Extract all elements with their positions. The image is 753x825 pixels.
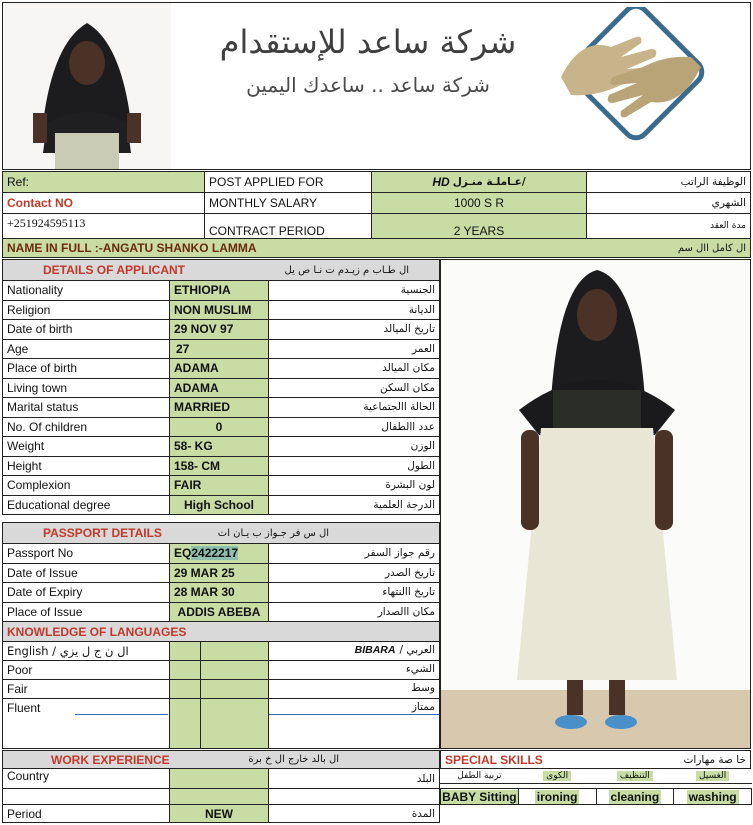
- detail-ar-label: الجنسية: [400, 284, 435, 297]
- detail-ar-label: العمر: [411, 342, 435, 355]
- passport-ar-label: تاريخ االنتهاء: [382, 586, 435, 599]
- detail-label: Complexion: [7, 478, 71, 493]
- detail-label-cell: [2, 319, 170, 340]
- language-label-cell: [2, 679, 170, 699]
- period-label-cell: [2, 804, 170, 823]
- ref-cell: [2, 171, 205, 193]
- company-name: شركة ساعد للإستقدام: [219, 23, 517, 61]
- phone-cell: [2, 213, 205, 239]
- detail-value: 29 NOV 97: [174, 322, 234, 337]
- passport-ar-cell: [268, 563, 440, 584]
- country-value-cell: [169, 768, 269, 789]
- detail-value-cell: [169, 300, 269, 321]
- detail-value-cell: [169, 378, 269, 399]
- language-level-cell-2: [200, 698, 269, 749]
- post-ar-cell: [586, 171, 751, 193]
- detail-label-cell: [2, 475, 170, 496]
- detail-value: ETHIOPIA: [174, 283, 231, 298]
- passport-value: ADDIS ABEBA: [177, 604, 261, 619]
- contract-value: 2 YEARS: [453, 224, 505, 238]
- detail-label-cell: [2, 339, 170, 360]
- detail-value-cell: [169, 280, 269, 301]
- passport-value: 29 MAR 25: [174, 565, 235, 580]
- country-ar-cell: [268, 768, 440, 789]
- detail-label-cell: [2, 456, 170, 477]
- detail-label-cell: [2, 300, 170, 321]
- detail-value-cell: [169, 339, 269, 360]
- header: [2, 2, 751, 170]
- post-ar-label: الوظيفة الراتب: [680, 176, 746, 188]
- skills-title-ar: خا صة مهارات: [683, 753, 746, 766]
- language-ar-cell: [268, 698, 440, 749]
- passport-value-cell: [169, 543, 269, 564]
- detail-ar-label: مكان السكن: [380, 381, 435, 394]
- language-ar-cell: [268, 660, 440, 680]
- detail-ar-cell: [268, 436, 440, 457]
- detail-value: NON MUSLIM: [174, 302, 252, 317]
- passport-section-header: [2, 522, 440, 544]
- post-label-cell: [204, 171, 372, 193]
- detail-ar-cell: [268, 319, 440, 340]
- detail-value-cell: [169, 456, 269, 477]
- language-ar-label: العربي /: [399, 644, 435, 656]
- period-spacer-green: [169, 788, 269, 805]
- skill-ar-header: [440, 768, 519, 784]
- detail-label-cell: [2, 358, 170, 379]
- passport-ar-cell: [268, 543, 440, 564]
- passport-label-cell: [2, 602, 170, 623]
- fluent-underline-right: [269, 714, 439, 715]
- detail-value-cell: [169, 397, 269, 418]
- detail-ar-label: الدرجة العلمية: [373, 498, 435, 511]
- country-label-cell: [2, 768, 170, 789]
- passport-label-cell: [2, 543, 170, 564]
- skill-ar-header: [673, 768, 752, 784]
- language-level-cell-1: [169, 679, 201, 699]
- applicant-title-ar: ال طـاب م زيـدم ت نـا ص يل: [284, 264, 409, 276]
- detail-ar-cell: [268, 495, 440, 516]
- detail-value-cell: [169, 495, 269, 516]
- passport-ar-label: مكان االصدار: [377, 605, 435, 618]
- salary-ar-label: الشهري: [711, 197, 746, 209]
- language-level-cell-2: [200, 660, 269, 680]
- country-ar: البلد: [416, 772, 435, 785]
- passport-number: 2422217: [191, 546, 239, 561]
- post-code: HD: [432, 175, 450, 189]
- detail-value-cell: [169, 319, 269, 340]
- skill-ar-label: تربية الطفل: [457, 770, 502, 781]
- passport-title: PASSPORT DETAILS: [43, 526, 162, 540]
- period-value: NEW: [205, 806, 233, 821]
- applicant-headshot: [3, 3, 171, 169]
- language-label: English / ال ن ج ل يزي: [7, 644, 129, 658]
- detail-ar-label: الحالة االجتماعية: [363, 401, 435, 414]
- detail-ar-cell: [268, 280, 440, 301]
- salary-ar-cell: [586, 192, 751, 214]
- fluent-underline-left: [75, 714, 168, 715]
- passport-ar-label: تاريخ الصدر: [384, 566, 435, 579]
- experience-section-header: [2, 750, 440, 769]
- skill-item-label: BABY Sitting: [442, 789, 517, 804]
- language-label: Poor: [7, 663, 33, 677]
- detail-ar-cell: [268, 456, 440, 477]
- passport-label-cell: [2, 582, 170, 603]
- post-label: POST APPLIED FOR: [209, 175, 324, 189]
- name-row: [2, 238, 751, 258]
- language-ar-cell: [268, 641, 440, 661]
- passport-label: Date of Issue: [7, 565, 78, 580]
- skill-ar-header: [596, 768, 675, 784]
- detail-value: FAIR: [174, 478, 202, 493]
- salary-label-cell: [204, 192, 372, 214]
- language-label: Fluent: [7, 701, 41, 715]
- skill-ar-header: [518, 768, 597, 784]
- skill-ar-label: الغسيل: [696, 771, 729, 781]
- detail-label: Age: [7, 341, 29, 356]
- language-label-cell: [2, 660, 170, 680]
- passport-ar-cell: [268, 582, 440, 603]
- skill-ar-label: التنظيف: [617, 771, 653, 781]
- language-level-cell-2: [200, 679, 269, 699]
- detail-label-cell: [2, 436, 170, 457]
- language-ar-cell: [268, 679, 440, 699]
- detail-label: Educational degree: [7, 497, 111, 512]
- post-value-ar: عـاملـة منـزل/: [452, 176, 526, 188]
- detail-value: MARRIED: [174, 400, 230, 415]
- experience-title: WORK EXPERIENCE: [51, 752, 170, 767]
- language-level-cell-1: [169, 698, 201, 749]
- skill-item-label: cleaning: [610, 789, 660, 804]
- detail-label: Weight: [7, 439, 45, 454]
- detail-value: ADAMA: [174, 380, 219, 395]
- detail-value: 0: [215, 419, 223, 434]
- detail-label: No. Of children: [7, 419, 88, 434]
- detail-label: Height: [7, 458, 42, 473]
- detail-value-cell: [169, 475, 269, 496]
- language-ar-label: الشيء: [405, 663, 435, 675]
- languages-section-header: [2, 621, 440, 642]
- detail-ar-cell: [268, 300, 440, 321]
- skills-title: SPECIAL SKILLS: [445, 752, 543, 767]
- skill-item: [596, 788, 675, 805]
- period-spacer-ar: [268, 788, 440, 805]
- contract-value-cell: [371, 213, 587, 239]
- country-label: Country: [7, 769, 50, 783]
- language-ar-label: وسط: [411, 682, 435, 694]
- language-label-cell: [2, 641, 170, 661]
- post-value-cell: [371, 171, 587, 193]
- skill-item: [673, 788, 752, 805]
- detail-ar-label: لون البشرة: [385, 479, 435, 492]
- skill-item-label: ironing: [536, 789, 578, 804]
- passport-number-prefix: EQ: [174, 546, 192, 561]
- full-name-ar: ال كامل اال سم: [677, 242, 746, 254]
- passport-ar-label: رقم جواز السفر: [364, 547, 435, 560]
- passport-label: Place of Issue: [7, 604, 83, 619]
- salary-value-cell: [371, 192, 587, 214]
- detail-value: 58- KG: [174, 439, 213, 454]
- detail-ar-label: تاريخ الميالد: [383, 323, 435, 336]
- skill-item: [440, 788, 519, 805]
- passport-title-ar: ال س فر جـواز ب يـان ات: [217, 527, 329, 539]
- detail-label: Marital status: [7, 400, 79, 415]
- detail-label: Date of birth: [7, 322, 73, 337]
- detail-ar-cell: [268, 358, 440, 379]
- full-name: NAME IN FULL :-ANGATU SHANKO LAMMA: [7, 241, 257, 255]
- phone-number: +251924595113: [7, 216, 86, 230]
- passport-value: 28 MAR 30: [174, 585, 235, 600]
- language-label-cell: [2, 698, 170, 749]
- detail-label-cell: [2, 495, 170, 516]
- skill-ar-label: الكوى: [543, 771, 571, 781]
- contract-label-cell: [204, 213, 372, 239]
- period-value-cell: [169, 804, 269, 823]
- detail-ar-cell: [268, 378, 440, 399]
- contract-ar-cell: [586, 213, 751, 239]
- applicant-full-body-photo: [440, 259, 751, 749]
- applicant-section-header: [2, 259, 440, 281]
- detail-ar-cell: [268, 397, 440, 418]
- contract-ar-label: مدة العقد: [710, 221, 746, 231]
- detail-ar-cell: [268, 475, 440, 496]
- detail-ar-label: الطول: [407, 459, 435, 472]
- detail-value: 27: [176, 341, 190, 356]
- passport-ar-cell: [268, 602, 440, 623]
- detail-label-cell: [2, 280, 170, 301]
- language-level-cell-1: [169, 660, 201, 680]
- period-ar: المدة: [411, 807, 435, 820]
- detail-ar-label: عدد االطفال: [381, 420, 435, 433]
- hands-logo-icon: [551, 7, 711, 157]
- detail-label: Place of birth: [7, 361, 78, 376]
- detail-label: Religion: [7, 302, 51, 317]
- skill-item: [518, 788, 597, 805]
- passport-value-cell: [169, 582, 269, 603]
- detail-value: High School: [184, 497, 254, 512]
- detail-value: 158- CM: [174, 458, 221, 473]
- languages-title: KNOWLEDGE OF LANGUAGES: [7, 624, 187, 639]
- language-level-cell-2: [200, 641, 269, 661]
- passport-label-cell: [2, 563, 170, 584]
- detail-ar-cell: [268, 339, 440, 360]
- detail-value-cell: [169, 358, 269, 379]
- language-ar-label: ممتاز: [411, 701, 435, 713]
- company-tagline: شركة ساعد .. ساعدك اليمين: [246, 73, 490, 97]
- period-label: Period: [7, 806, 42, 821]
- applicant-title: DETAILS OF APPLICANT: [43, 263, 185, 277]
- detail-ar-cell: [268, 417, 440, 438]
- passport-label: Date of Expiry: [7, 585, 83, 600]
- detail-label-cell: [2, 378, 170, 399]
- passport-label: Passport No: [7, 546, 74, 561]
- salary-value: 1000 S R: [453, 196, 505, 210]
- passport-value-cell: [169, 563, 269, 584]
- detail-ar-label: مكان الميالد: [382, 362, 435, 375]
- detail-label-cell: [2, 417, 170, 438]
- detail-label-cell: [2, 397, 170, 418]
- experience-title-ar: ال بالد خارج ال خ برة: [248, 754, 339, 765]
- period-spacer: [2, 788, 170, 805]
- contact-cell: [2, 192, 205, 214]
- contact-label: Contact NO: [7, 196, 73, 210]
- period-ar-cell: [268, 804, 440, 823]
- skills-section-header: [440, 750, 751, 769]
- detail-ar-label: الديانة: [408, 303, 435, 316]
- salary-label: MONTHLY SALARY: [209, 196, 318, 210]
- contract-label: CONTRACT PERIOD: [209, 224, 325, 238]
- ref-label: Ref:: [7, 175, 30, 189]
- passport-value-cell: [169, 602, 269, 623]
- detail-value-cell: [169, 436, 269, 457]
- skill-item-label: washing: [688, 789, 737, 804]
- detail-label: Nationality: [7, 283, 64, 298]
- detail-label: Living town: [7, 380, 68, 395]
- detail-value: ADAMA: [174, 361, 219, 376]
- language-ar-code: BIBARA: [354, 644, 396, 656]
- detail-ar-label: الوزن: [410, 440, 435, 453]
- language-level-cell-1: [169, 641, 201, 661]
- language-label: Fair: [7, 682, 28, 696]
- detail-value-cell: [169, 417, 269, 438]
